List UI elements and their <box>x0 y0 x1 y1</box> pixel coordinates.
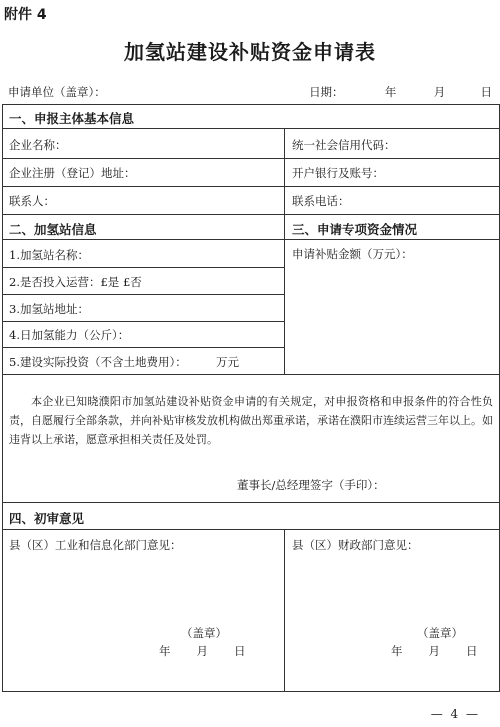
date-month: 月 <box>433 85 446 99</box>
left-date-month: 月 <box>196 644 208 658</box>
county-industry-opinion-label: 县（区）工业和信息化部门意见： <box>9 538 182 552</box>
left-seal-label: （盖章） <box>181 626 227 640</box>
date-line <box>309 84 492 100</box>
date-day: 日 <box>480 85 492 99</box>
operation-status-label: 2.是否投入运营：£是 £否 <box>9 275 142 289</box>
signature-label: 董事长/总经理签字（手印）： <box>237 478 385 492</box>
company-name-label: 企业名称： <box>9 138 67 152</box>
attachment-label: 附件 4 <box>4 7 47 23</box>
right-date-line <box>391 643 478 659</box>
right-date-year: 年 <box>391 644 403 658</box>
left-date-line <box>159 643 246 659</box>
left-date-day: 日 <box>234 644 246 658</box>
station-name-label: 1.加氢站名称： <box>9 248 89 262</box>
page-number: — 4 — <box>430 707 480 721</box>
date-year: 年 <box>384 85 397 99</box>
section-funding-heading: 三、申请专项资金情况 <box>292 222 418 237</box>
section-station-info-heading: 二、加氢站信息 <box>9 222 97 237</box>
contact-label: 联系人： <box>9 194 55 208</box>
credit-code-label: 统一社会信用代码： <box>292 138 396 152</box>
right-date-month: 月 <box>428 644 440 658</box>
reg-address-label: 企业注册（登记）地址： <box>9 166 136 180</box>
form-title: 加氢站建设补贴资金申请表 <box>124 40 376 64</box>
applicant-label: 申请单位（盖章）： <box>8 85 106 99</box>
subsidy-amount-label: 申请补贴金额（万元）： <box>292 247 413 261</box>
bank-account-label: 开户银行及账号： <box>292 166 384 180</box>
section-basic-info-heading: 一、申报主体基本信息 <box>9 111 135 126</box>
daily-capacity-label: 4.日加氢能力（公斤）： <box>9 328 130 342</box>
left-date-year: 年 <box>159 644 171 658</box>
section-review-heading: 四、初审意见 <box>9 511 85 526</box>
right-seal-label: （盖章） <box>417 626 463 640</box>
date-label: 日期： <box>309 85 344 99</box>
county-finance-opinion-label: 县（区）财政部门意见： <box>292 538 419 552</box>
pledge-text: 本企业已知晓濮阳市加氢站建设补贴资金申请的有关规定，对申报资格和申报条件的符合性负责，自愿履行全部条款，并向补贴审核发放机构做出郑重承诺，承诺在濮阳市连续运营三年以上。如违背以上承诺，愿意承担相关责任及处罚。 <box>9 395 493 446</box>
investment-label: 5.建设实际投资（不含土地费用）： 万元 <box>9 355 239 369</box>
station-address-label: 3.加氢站地址： <box>9 302 89 316</box>
application-table <box>2 104 500 692</box>
right-date-day: 日 <box>466 644 478 658</box>
phone-label: 联系电话： <box>292 194 350 208</box>
